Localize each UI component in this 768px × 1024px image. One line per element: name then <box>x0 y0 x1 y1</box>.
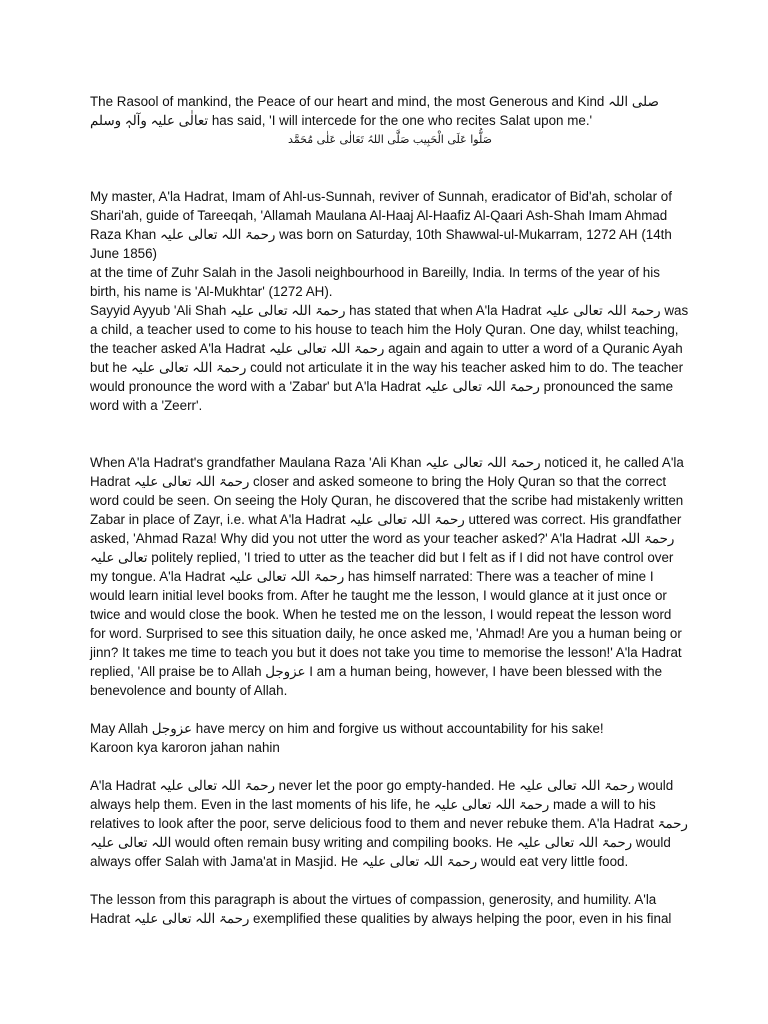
spacer <box>90 757 690 776</box>
spacer <box>90 149 690 187</box>
salawat-line: صَلُّوا عَلَی الْحَبِیب صَلَّی اللہُ تَعَالٰی عَلٰی مُحَمَّد <box>288 133 492 146</box>
birth-time-paragraph: at the time of Zuhr Salah in the Jasoli neighbourhood in Bareilly, India. In terms of the year of his birth, his name is 'Al-Mukhtar' (1272 AH). <box>90 265 660 299</box>
dua-line: May Allah عزوجل have mercy on him and forgive us without accountability for his sake! <box>90 721 604 736</box>
document-page <box>90 92 690 928</box>
intro-paragraph: The Rasool of mankind, the Peace of our heart and mind, the most Generous and Kind صلی اللہ تعالٰی علیہ وآلہٖ وسلم has said, 'I will intercede for the one who recites Salat upon me.' <box>90 94 659 128</box>
lesson-paragraph: The lesson from this paragraph is about the virtues of compassion, generosity, and humility. A'la Hadrat رحمۃ اللہ تعالی علیہ exemplified these qualities by always helping the poor, even in his final <box>90 892 672 926</box>
poor-paragraph: A'la Hadrat رحمۃ اللہ تعالی علیہ never let the poor go empty-handed. He رحمۃ اللہ تعالی علیہ would always help them. Even in the last moments of his life, he رحمۃ اللہ تعالی علیہ made a will to his relatives to look after the poor, serve delicious food to them and never rebuke them. A'la Hadrat رحمۃ اللہ تعالی علیہ would often remain busy writing and compiling books. He رحمۃ اللہ تعالی علیہ would always offer Salah with Jama'at in Masjid. He رحمۃ اللہ تعالی علیہ would eat very little food. <box>90 778 688 869</box>
birth-paragraph: My master, A'la Hadrat, Imam of Ahl-us-Sunnah, reviver of Sunnah, eradicator of Bid'ah, scholar of Shari'ah, guide of Tareeqah, 'Allamah Maulana Al-Haaj Al-Haafiz Al-Qaari Ash-Shah Imam Ahmad Raza Khan رحمۃ اللہ تعالی علیہ was born on Saturday, 10th Shawwal-ul-Mukarram, 1272 AH (14th June 1856) <box>90 189 672 261</box>
childhood-paragraph: Sayyid Ayyub 'Ali Shah رحمۃ اللہ تعالی علیہ has stated that when A'la Hadrat رحمۃ اللہ تعالی علیہ was a child, a teacher used to come to his house to teach him the Holy Quran. One day, whilst teaching, the teacher asked A'la Hadrat رحمۃ اللہ تعالی علیہ again and again to utter a word of a Quranic Ayah but he رحمۃ اللہ تعالی علیہ could not articulate it in the way his teacher asked him to do. The teacher would pronounce the word with a 'Zabar' but A'la Hadrat رحمۃ اللہ تعالی علیہ pronounced the same word with a 'Zeerr'. <box>90 303 689 413</box>
spacer <box>90 700 690 719</box>
verse-line: Karoon kya karoron jahan nahin <box>90 740 280 755</box>
spacer <box>90 871 690 890</box>
spacer <box>90 415 690 453</box>
grandfather-paragraph: When A'la Hadrat's grandfather Maulana Raza 'Ali Khan رحمۃ اللہ تعالی علیہ noticed it, he called A'la Hadrat رحمۃ اللہ تعالی علیہ closer and asked someone to bring the Holy Quran so that the correct word could be seen. On seeing the Holy Quran, he discovered that the scribe had mistakenly written Zabar in place of Zayr, i.e. what A'la Hadrat رحمۃ اللہ تعالی علیہ uttered was correct. His grandfather asked, 'Ahmad Raza! Why did you not utter the word as your teacher asked?' A'la Hadrat رحمۃ اللہ تعالی علیہ politely replied, 'I tried to utter as the teacher did but I felt as if I did not have control over my tongue. A'la Hadrat رحمۃ اللہ تعالی علیہ has himself narrated: There was a teacher of mine I would learn initial level books from. After he taught me the lesson, I would glance at it just once or twice and would close the book. When he tested me on the lesson, I would repeat the lesson word for word. Surprised to see this situation daily, he once asked me, 'Ahmad! Are you a human being or jinn? It takes me time to teach you but it does not take you time to memorise the lesson!' A'la Hadrat replied, 'All praise be to Allah عزوجل I am a human being, however, I have been blessed with the benevolence and bounty of Allah. <box>90 455 684 698</box>
